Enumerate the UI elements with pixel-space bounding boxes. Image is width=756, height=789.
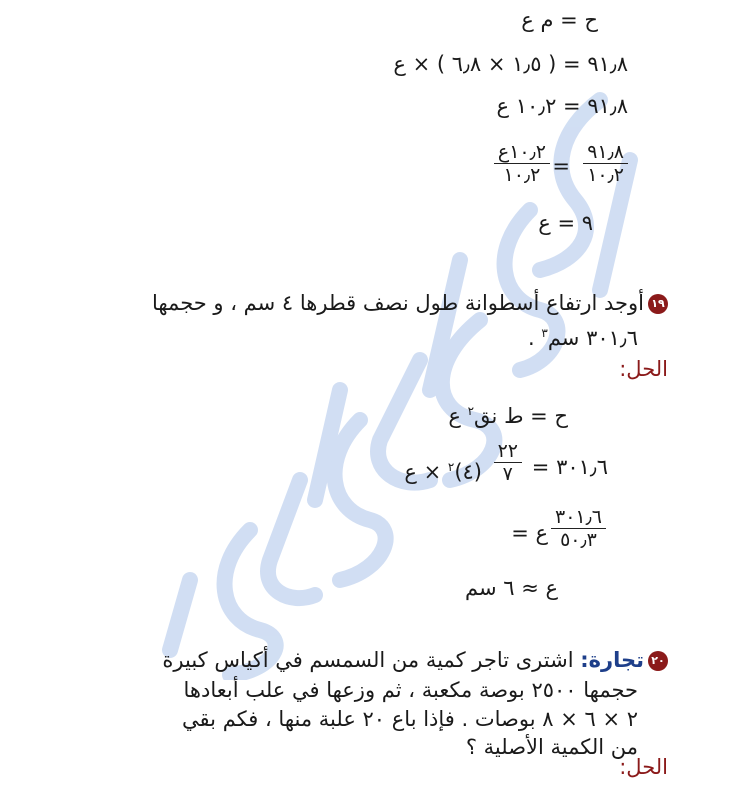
fraction-pi-numerator: ٢٢: [494, 440, 522, 463]
question-20-line1: [162, 645, 668, 675]
question-number-badge: ١٩: [648, 294, 668, 314]
question-19-text: أوجد ارتفاع أسطوانة طول نصف قطرها ٤ سم ، و حجمها: [151, 291, 644, 315]
eq-substitution: ٩١٫٨ = ( ١٫٥ × ٦٫٨ ) × ع: [393, 52, 628, 76]
eq-simplified: ٩١٫٨ = ١٠٫٢ ع: [496, 94, 628, 118]
question-20-line4: من الكمية الأصلية ؟: [465, 735, 638, 759]
eq-cylinder-rhs: [404, 452, 482, 487]
fraction-right: [494, 141, 550, 186]
fraction-pi: [494, 440, 522, 485]
fraction-height-denominator: ٥٠٫٣: [560, 529, 597, 551]
fraction-right-denominator: ١٠٫٢: [503, 164, 541, 186]
eq-cylinder-formula: [448, 396, 568, 431]
eq-cylinder-lhs: ٣٠١٫٦ =: [531, 455, 608, 479]
eq-height-lhs: ع =: [511, 521, 548, 545]
fraction-right-numerator: ١٠٫٢ع: [494, 141, 550, 164]
equals-sign: =: [552, 154, 570, 178]
period: .: [528, 326, 542, 350]
question-19-line1: [152, 288, 668, 318]
fraction-left-numerator: ٩١٫٨: [583, 141, 628, 164]
question-number-badge-20: ٢٠: [648, 651, 668, 671]
volume-value: ٣٠١٫٦ سم: [547, 326, 638, 350]
question-20-line3: ٢ × ٦ × ٨ بوصات . فإذا باع ٢٠ علبة منها ، فكم بقي: [182, 707, 638, 731]
cubic-exponent: ٣: [541, 326, 548, 340]
eq-volume-formula: ح = م ع: [521, 8, 598, 32]
solution-label-19: الحل:: [619, 357, 668, 381]
question-20-line2: حجمها ٢٥٠٠ بوصة مكعبة ، ثم وزعها في علب أبعادها: [183, 678, 638, 702]
question-19-line2: [528, 318, 638, 353]
fraction-pi-denominator: ٧: [502, 463, 513, 485]
watermark-signature: [130, 60, 650, 680]
eq-height-approx: ع ≈ ٦ سم: [464, 576, 558, 600]
question-20-text: اشترى تاجر كمية من السمسم في أكياس كبيرة: [162, 648, 581, 672]
fraction-left: [583, 141, 628, 186]
solution-label-20: الحل:: [619, 755, 668, 779]
fraction-height-numerator: ٣٠١٫٦: [551, 506, 606, 529]
times-height: × ع: [404, 460, 448, 484]
formula-part: ح = ط نق: [474, 404, 568, 428]
radius-term: (٤): [454, 460, 482, 484]
formula-height: ع: [448, 404, 468, 428]
radius-exponent: ٢: [447, 460, 455, 474]
fraction-height: [551, 506, 606, 551]
eq-result-height: ٩ = ع: [538, 211, 593, 235]
square-exponent: ٢: [467, 404, 475, 418]
question-topic-keyword: تجارة:: [580, 648, 644, 672]
fraction-left-denominator: ١٠٫٢: [587, 164, 624, 186]
